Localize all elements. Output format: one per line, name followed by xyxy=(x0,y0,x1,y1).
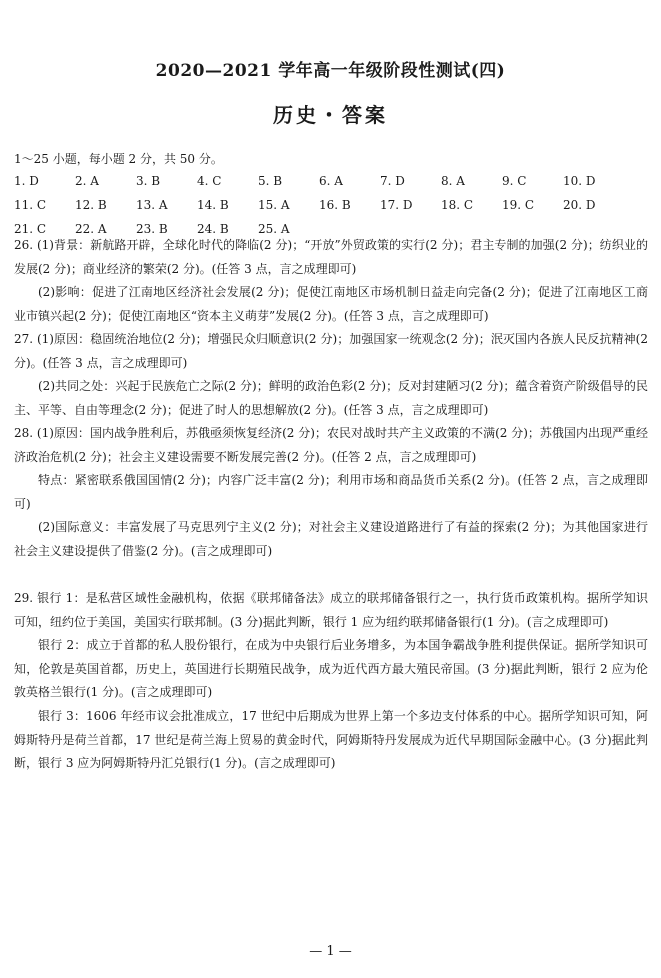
answer-15: 15. A xyxy=(258,198,290,212)
answer-6: 6. A xyxy=(319,174,343,188)
page-title: 2020—2021 学年高一年级阶段性测试(四) xyxy=(155,61,506,81)
q26-part-2: (2)影响：促进了江南地区经济社会发展(2 分)；促使江南地区市场机制日益走向完备(2 分)；促进了江南地区工商业市镇兴起(2 分)；促使江南地区“资本主义萌芽”发展(2 分)。(任答 3 点，言之成理即可) xyxy=(14,285,648,323)
question-28-answer xyxy=(14,422,648,564)
answer-3: 3. B xyxy=(136,174,161,188)
question-29-answer xyxy=(14,587,648,776)
multiple-choice-intro: 1～25 小题，每小题 2 分，共 50 分。 xyxy=(14,152,223,166)
q28-part-2: (2)国际意义：丰富发展了马克思列宁主义(2 分)；对社会主义建设道路进行了有益的探索(2 分)；为其他国家进行社会主义建设提供了借鉴(2 分)。(言之成理即可) xyxy=(14,520,648,558)
q27-part-1: 27. (1)原因：稳固统治地位(2 分)；增强民众归顺意识(2 分)；加强国家一统观念(2 分)；泯灭国内各族人民反抗精神(2 分)。(任答 3 点，言之成理即可) xyxy=(14,332,648,370)
answer-23: 23. B xyxy=(136,222,168,236)
answer-5: 5. B xyxy=(258,174,283,188)
answer-20: 20. D xyxy=(563,198,596,212)
answer-9: 9. C xyxy=(502,174,527,188)
page-subtitle: 历史・答案 xyxy=(273,103,388,127)
answer-1: 1. D xyxy=(14,174,39,188)
answer-10: 10. D xyxy=(563,174,596,188)
q26-part-1: 26. (1)背景：新航路开辟，全球化时代的降临(2 分)；“开放”外贸政策的实行(2 分)；君主专制的加强(2 分)；纺织业的发展(2 分)；商业经济的繁荣(2 分)。(任答 3 点，言之成理即可) xyxy=(14,238,648,276)
answer-11: 11. C xyxy=(14,198,47,212)
answer-21: 21. C xyxy=(14,222,47,236)
answer-19: 19. C xyxy=(502,198,535,212)
question-27-answer xyxy=(14,328,648,422)
answer-12: 12. B xyxy=(75,198,107,212)
question-26-answer xyxy=(14,234,648,328)
q29-bank-3: 银行 3：1606 年经市议会批准成立，17 世纪中后期成为世界上第一个多边支付体系的中心。据所学知识可知，阿姆斯特丹是荷兰首都，17 世纪是荷兰海上贸易的黄金时代，阿姆斯特丹发展成为近代早期国际金融中心。(3 分)据此判断，银行 3 应为阿姆斯特丹汇兑银行(1 分)。(言之成理即可) xyxy=(14,708,648,771)
answer-13: 13. A xyxy=(136,198,168,212)
answer-17: 17. D xyxy=(380,198,413,212)
q28-features: 特点：紧密联系俄国国情(2 分)；内容广泛丰富(2 分)；利用市场和商品货币关系(2 分)。(任答 2 点，言之成理即可) xyxy=(14,473,648,511)
page-number: — 1 — xyxy=(309,944,352,959)
q28-part-1: 28. (1)原因：国内战争胜利后，苏俄亟须恢复经济(2 分)；农民对战时共产主义政策的不满(2 分)；苏俄国内出现严重经济政治危机(2 分)；社会主义建设需要不断发展完善(2 分)。(任答 2 点，言之成理即可) xyxy=(14,426,648,464)
q29-bank-1: 29. 银行 1：是私营区域性金融机构，依据《联邦储备法》成立的联邦储备银行之一，执行货币政策机构。据所学知识可知，纽约位于美国，美国实行联邦制。(3 分)据此判断，银行 1 应为纽约联邦储备银行(1 分)。(言之成理即可) xyxy=(14,591,648,629)
answer-14: 14. B xyxy=(197,198,229,212)
q27-part-2: (2)共同之处：兴起于民族危亡之际(2 分)；鲜明的政治色彩(2 分)；反对封建陋习(2 分)；蕴含着资产阶级倡导的民主、平等、自由等理念(2 分)；促进了时人的思想解放(2 分)。(任答 3 点，言之成理即可) xyxy=(14,379,648,417)
answer-2: 2. A xyxy=(75,174,99,188)
answer-16: 16. B xyxy=(319,198,351,212)
answer-24: 24. B xyxy=(197,222,229,236)
answer-22: 22. A xyxy=(75,222,107,236)
answer-18: 18. C xyxy=(441,198,474,212)
answer-25: 25. A xyxy=(258,222,290,236)
q29-bank-2: 银行 2：成立于首都的私人股份银行，在成为中央银行后业务增多，为本国争霸战争胜利提供保证。据所学知识可知，伦敦是英国首都，历史上，英国进行长期殖民战争，成为近代西方最大殖民帝国。(3 分)据此判断，银行 2 应为伦敦英格兰银行(1 分)。(言之成理即可) xyxy=(14,638,648,700)
answer-7: 7. D xyxy=(380,174,405,188)
answer-8: 8. A xyxy=(441,174,465,188)
answer-4: 4. C xyxy=(197,174,222,188)
